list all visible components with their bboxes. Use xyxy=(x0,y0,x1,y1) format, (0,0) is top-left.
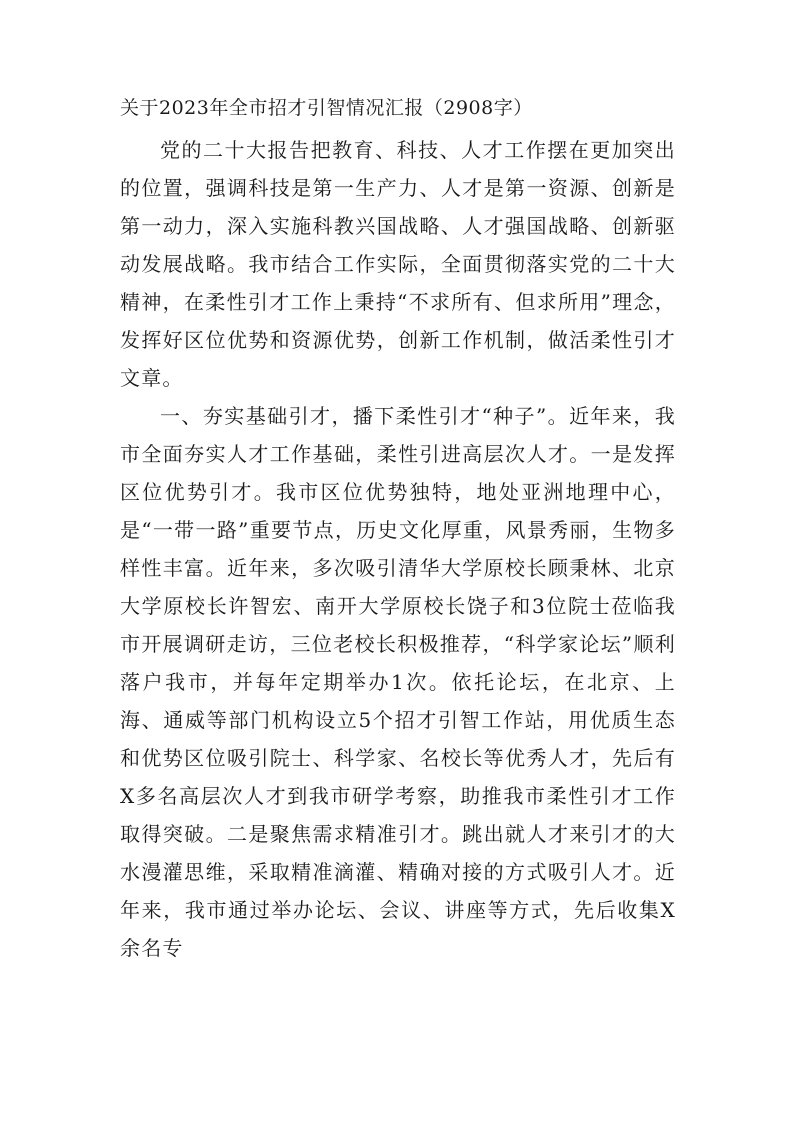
paragraph-intro: 党的二十大报告把教育、科技、人才工作摆在更加突出的位置，强调科技是第一生产力、人才是第一资源、创新是第一动力，深入实施科教兴国战略、人才强国战略、创新驱动发展战略。我市结合工作实际，全面贯彻落实党的二十大精神，在柔性引才工作上秉持“不求所有、但求所用”理念，发挥好区位优势和资源优势，创新工作机制，做活柔性引才文章。 xyxy=(120,138,676,390)
paragraph-section-one: 一、夯实基础引才，播下柔性引才“种子”。近年来，我市全面夯实人才工作基础，柔性引进高层次人才。一是发挥区位优势引才。我市区位优势独特，地处亚洲地理中心，是“一带一路”重要节点，历史文化厚重，风景秀丽，生物多样性丰富。近年来，多次吸引清华大学原校长顾秉林、北京大学原校长许智宏、南开大学原校长饶子和3位院士莅临我市开展调研走访，三位老校长积极推荐，“科学家论坛”顺利落户我市，并每年定期举办1次。依托论坛，在北京、上海、通威等部门机构设立5个招才引智工作站，用优质生态和优势区位吸引院士、科学家、名校长等优秀人才，先后有X多名高层次人才到我市研学考察，助推我市柔性引才工作取得突破。二是聚焦需求精准引才。跳出就人才来引才的大水漫灌思维，采取精准滴灌、精确对接的方式吸引人才。近年来，我市通过举办论坛、会议、讲座等方式，先后收集X余名专 xyxy=(120,404,676,960)
document-body xyxy=(120,131,676,967)
document-title: 关于2023年全市招才引智情况汇报（2908字） xyxy=(120,97,533,119)
